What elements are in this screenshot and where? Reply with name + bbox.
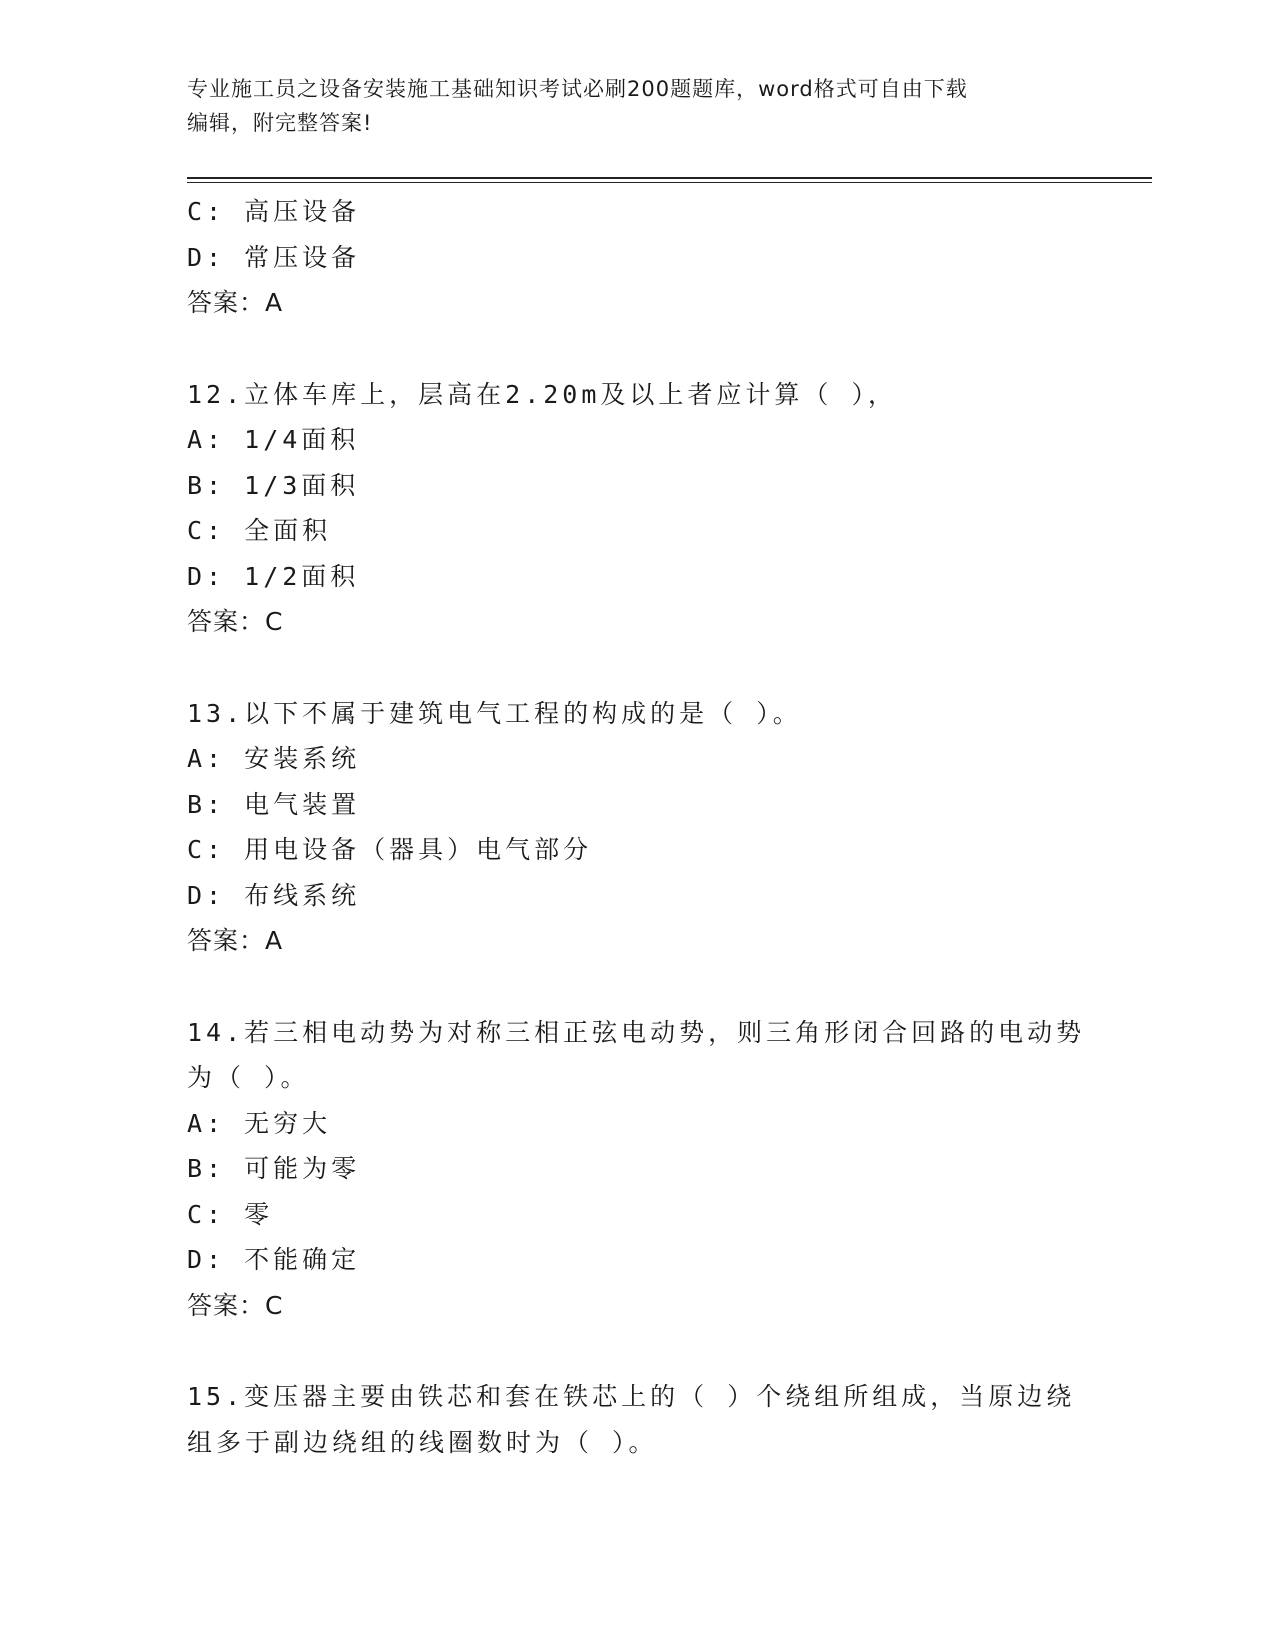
question-11-continued	[187, 189, 1087, 326]
question-stem: 12.立体车库上，层高在2.20m及以上者应计算（ ），	[187, 379, 897, 409]
header-divider-thin	[187, 182, 1152, 183]
option-b: B: 电气装置	[187, 789, 361, 819]
option-a: A: 安装系统	[187, 744, 361, 773]
header-title-line-2: 编辑，附完整答案!	[187, 111, 373, 135]
spacer	[187, 1328, 1087, 1374]
option-d: D: 不能确定	[187, 1245, 361, 1274]
option-c: C: 零	[187, 1199, 274, 1229]
option-c: C: 用电设备（器具）电气部分	[187, 835, 593, 864]
answer-line: 答案：C	[187, 607, 284, 636]
spacer	[187, 964, 1087, 1010]
question-12	[187, 372, 1087, 645]
question-stem-continued: 为（ ）。	[187, 1063, 310, 1092]
question-13	[187, 691, 1087, 964]
question-list	[187, 189, 1087, 1465]
question-15	[187, 1374, 1087, 1465]
question-stem: 13.以下不属于建筑电气工程的构成的是（ ）。	[187, 698, 802, 728]
header-divider-thick	[187, 177, 1152, 179]
question-14	[187, 1010, 1087, 1329]
option-b: B: 可能为零	[187, 1154, 361, 1183]
document-header	[187, 72, 1087, 140]
question-stem-continued: 组多于副边绕组的线圈数时为（ ）。	[187, 1427, 658, 1457]
option-d: D: 1/2面积	[187, 561, 360, 591]
question-stem: 15.变压器主要由铁芯和套在铁芯上的（ ）个绕组所组成，当原边绕	[187, 1382, 1076, 1411]
answer-line: 答案：C	[187, 1290, 284, 1320]
spacer	[187, 326, 1087, 372]
option-d: D: 常压设备	[187, 242, 361, 272]
option-a: A: 无穷大	[187, 1108, 332, 1138]
header-title-line-1: 专业施工员之设备安装施工基础知识考试必刷200题题库，word格式可自由下载	[187, 77, 968, 101]
answer-line: 答案：A	[187, 288, 284, 317]
spacer	[187, 645, 1087, 691]
question-stem: 14.若三相电动势为对称三相正弦电动势，则三角形闭合回路的电动势	[187, 1017, 1086, 1047]
option-d: D: 布线系统	[187, 880, 361, 910]
option-c: C: 高压设备	[187, 197, 361, 226]
answer-line: 答案：A	[187, 926, 284, 955]
option-a: A: 1/4面积	[187, 425, 360, 454]
option-c: C: 全面积	[187, 516, 332, 545]
option-b: B: 1/3面积	[187, 470, 360, 500]
